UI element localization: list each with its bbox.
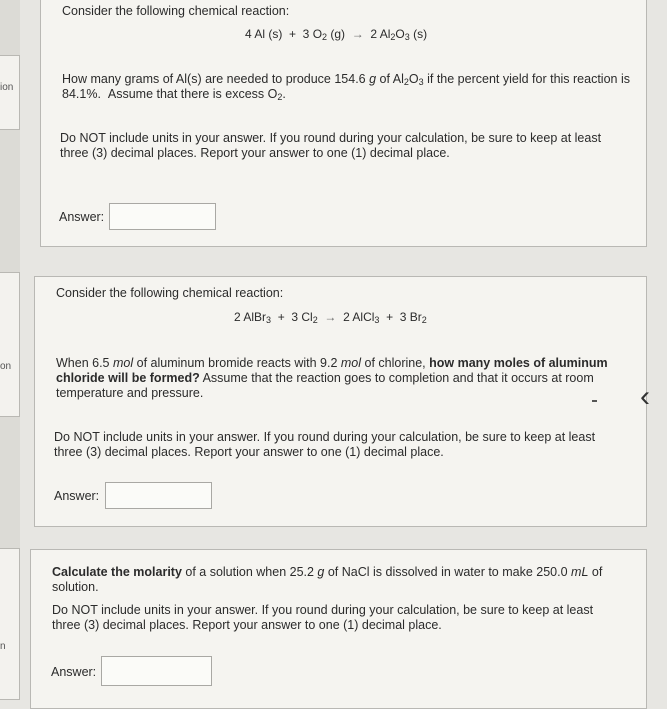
question-3-answer-input[interactable] — [101, 656, 212, 686]
side-tab-1[interactable]: ion — [0, 55, 20, 130]
chevron-left-icon[interactable]: ‹ — [640, 380, 650, 413]
question-1-intro: Consider the following chemical reaction: — [62, 4, 290, 18]
question-2-text: When 6.5 mol of aluminum bromide reacts with 9.2 mol of chlorine, how many moles of aluminum chloride will be formed? Assume that the reaction goes to completion and that it occurs at room temperature and pressure. — [56, 356, 608, 400]
cursor-mark — [592, 400, 597, 402]
question-card-2 — [34, 276, 647, 527]
question-3-text: Calculate the molarity of a solution when 25.2 g of NaCl is dissolved in water to make 250.0 mL of solution. — [52, 565, 603, 594]
question-1-text: How many grams of Al(s) are needed to produce 154.6 g of $Al_2O_3$ if the percent yield for this reaction is 84.1%. Assume that there is excess $O_2$. — [62, 72, 630, 102]
question-3-answer-label: Answer: — [51, 665, 97, 679]
question-1-answer-input[interactable] — [109, 203, 216, 230]
question-3-instructions: Do NOT include units in your answer. If you round during your calculation, be sure to keep at least three (3) decimal places. Report your answer to one (1) decimal place. — [52, 603, 594, 632]
question-card-1 — [40, 0, 647, 247]
question-2-instructions: Do NOT include units in your answer. If you round during your calculation, be sure to keep at least three (3) decimal places. Report your answer to one (1) decimal place. — [54, 430, 596, 459]
side-tab-3[interactable]: n — [0, 548, 20, 700]
question-2-intro: Consider the following chemical reaction: — [56, 286, 284, 300]
question-1-answer-label: Answer: — [59, 210, 105, 224]
question-2-answer-label: Answer: — [54, 489, 100, 503]
question-card-3 — [30, 549, 647, 709]
question-1-equation: 4 Al (s) + 3 $O_2$ (g) → 2 $Al_2O_3$ (s) — [245, 27, 428, 42]
question-2-answer-input[interactable] — [105, 482, 212, 509]
question-1-instructions: Do NOT include units in your answer. If you round during your calculation, be sure to keep at least three (3) decimal places. Report your answer to one (1) decimal place. — [60, 131, 602, 160]
side-tab-2[interactable]: on — [0, 272, 20, 417]
question-2-equation: 2 AlBr$_3$ + 3 $Cl_2 \to 2$ AlCl$_3$ + 3 $Br_2$ — [234, 310, 427, 325]
